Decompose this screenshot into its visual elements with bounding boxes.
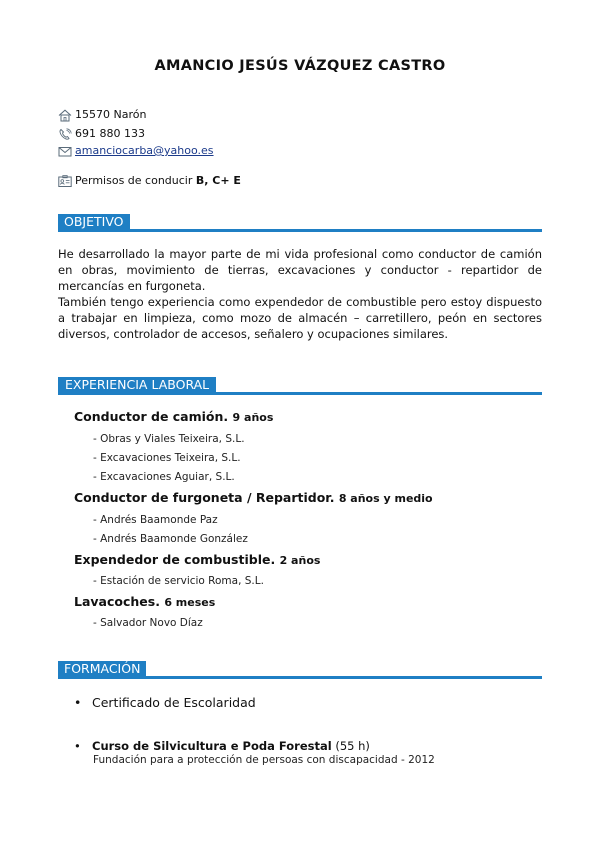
phone-line bbox=[58, 127, 145, 141]
license-value: B, C+ E bbox=[195, 174, 241, 187]
section-header-objetivo bbox=[58, 214, 542, 232]
objective-paragraph-2: También tengo experiencia como expendedor de combustible pero estoy dispuesto a trabajar en limpieza, como mozo de almacén – carretillero, peón en sectores diversos, controlador de accesos, señalero y ocupaciones similares. bbox=[58, 295, 542, 341]
bullet-mark: • bbox=[74, 695, 82, 710]
course-title: Curso de Silvicultura e Poda Forestal bbox=[92, 739, 332, 753]
job-role: Lavacoches. bbox=[74, 594, 160, 609]
candidate-name: AMANCIO JESÚS VÁZQUEZ CASTRO bbox=[154, 58, 446, 74]
job-role: Conductor de furgoneta / Repartidor. bbox=[74, 490, 335, 505]
job-role: Conductor de camión. bbox=[74, 409, 229, 424]
employer-item: - Excavaciones Aguiar, S.L. bbox=[93, 471, 235, 483]
job-role: Expendedor de combustible. bbox=[74, 552, 276, 567]
section-header-experiencia bbox=[58, 377, 542, 395]
email-link[interactable]: amanciocarba@yahoo.es bbox=[75, 144, 214, 157]
employer-item: - Salvador Novo Díaz bbox=[93, 617, 203, 629]
job-duration: 2 años bbox=[279, 554, 321, 567]
license-label: Permisos de conducir bbox=[75, 174, 193, 187]
job-title bbox=[74, 594, 215, 609]
section-title-objetivo: OBJETIVO bbox=[58, 214, 130, 230]
phone-icon bbox=[58, 128, 72, 141]
address-text: 15570 Narón bbox=[75, 108, 147, 121]
education-item bbox=[74, 695, 256, 710]
license-line bbox=[58, 174, 241, 188]
education-text: Certificado de Escolaridad bbox=[92, 695, 256, 710]
section-rule bbox=[58, 392, 542, 395]
employer-item: - Obras y Viales Teixeira, S.L. bbox=[93, 433, 245, 445]
education-item bbox=[74, 739, 370, 753]
objective-text bbox=[58, 246, 542, 342]
home-icon bbox=[58, 109, 72, 122]
employer-item: - Excavaciones Teixeira, S.L. bbox=[93, 452, 241, 464]
section-rule bbox=[58, 676, 542, 679]
job-duration: 9 años bbox=[232, 411, 274, 424]
job-title bbox=[74, 552, 320, 567]
job-title bbox=[74, 490, 433, 505]
section-title-experiencia: EXPERIENCIA LABORAL bbox=[58, 377, 216, 393]
id-card-icon bbox=[58, 175, 72, 188]
employer-item: - Estación de servicio Roma, S.L. bbox=[93, 575, 264, 587]
course-detail: Fundación para a protección de persoas con discapacidad - 2012 bbox=[93, 754, 435, 766]
job-duration: 8 años y medio bbox=[338, 492, 433, 505]
objective-paragraph-1: He desarrollado la mayor parte de mi vida profesional como conductor de camión en obras, movimiento de tierras, excavaciones y conductor - repartidor de mercancías en furgoneta. bbox=[58, 247, 542, 293]
employer-item: - Andrés Baamonde Paz bbox=[93, 514, 218, 526]
email-line bbox=[58, 144, 214, 158]
bullet-mark: • bbox=[74, 739, 81, 753]
phone-text: 691 880 133 bbox=[75, 127, 145, 140]
employer-item: - Andrés Baamonde González bbox=[93, 533, 248, 545]
address-line bbox=[58, 108, 146, 122]
job-duration: 6 meses bbox=[164, 596, 216, 609]
section-title-formacion: FORMACIÓN bbox=[58, 661, 146, 677]
mail-icon bbox=[58, 145, 72, 158]
section-header-formacion bbox=[58, 661, 542, 679]
course-hours: (55 h) bbox=[335, 739, 370, 753]
section-rule bbox=[58, 229, 542, 232]
job-title bbox=[74, 409, 273, 424]
